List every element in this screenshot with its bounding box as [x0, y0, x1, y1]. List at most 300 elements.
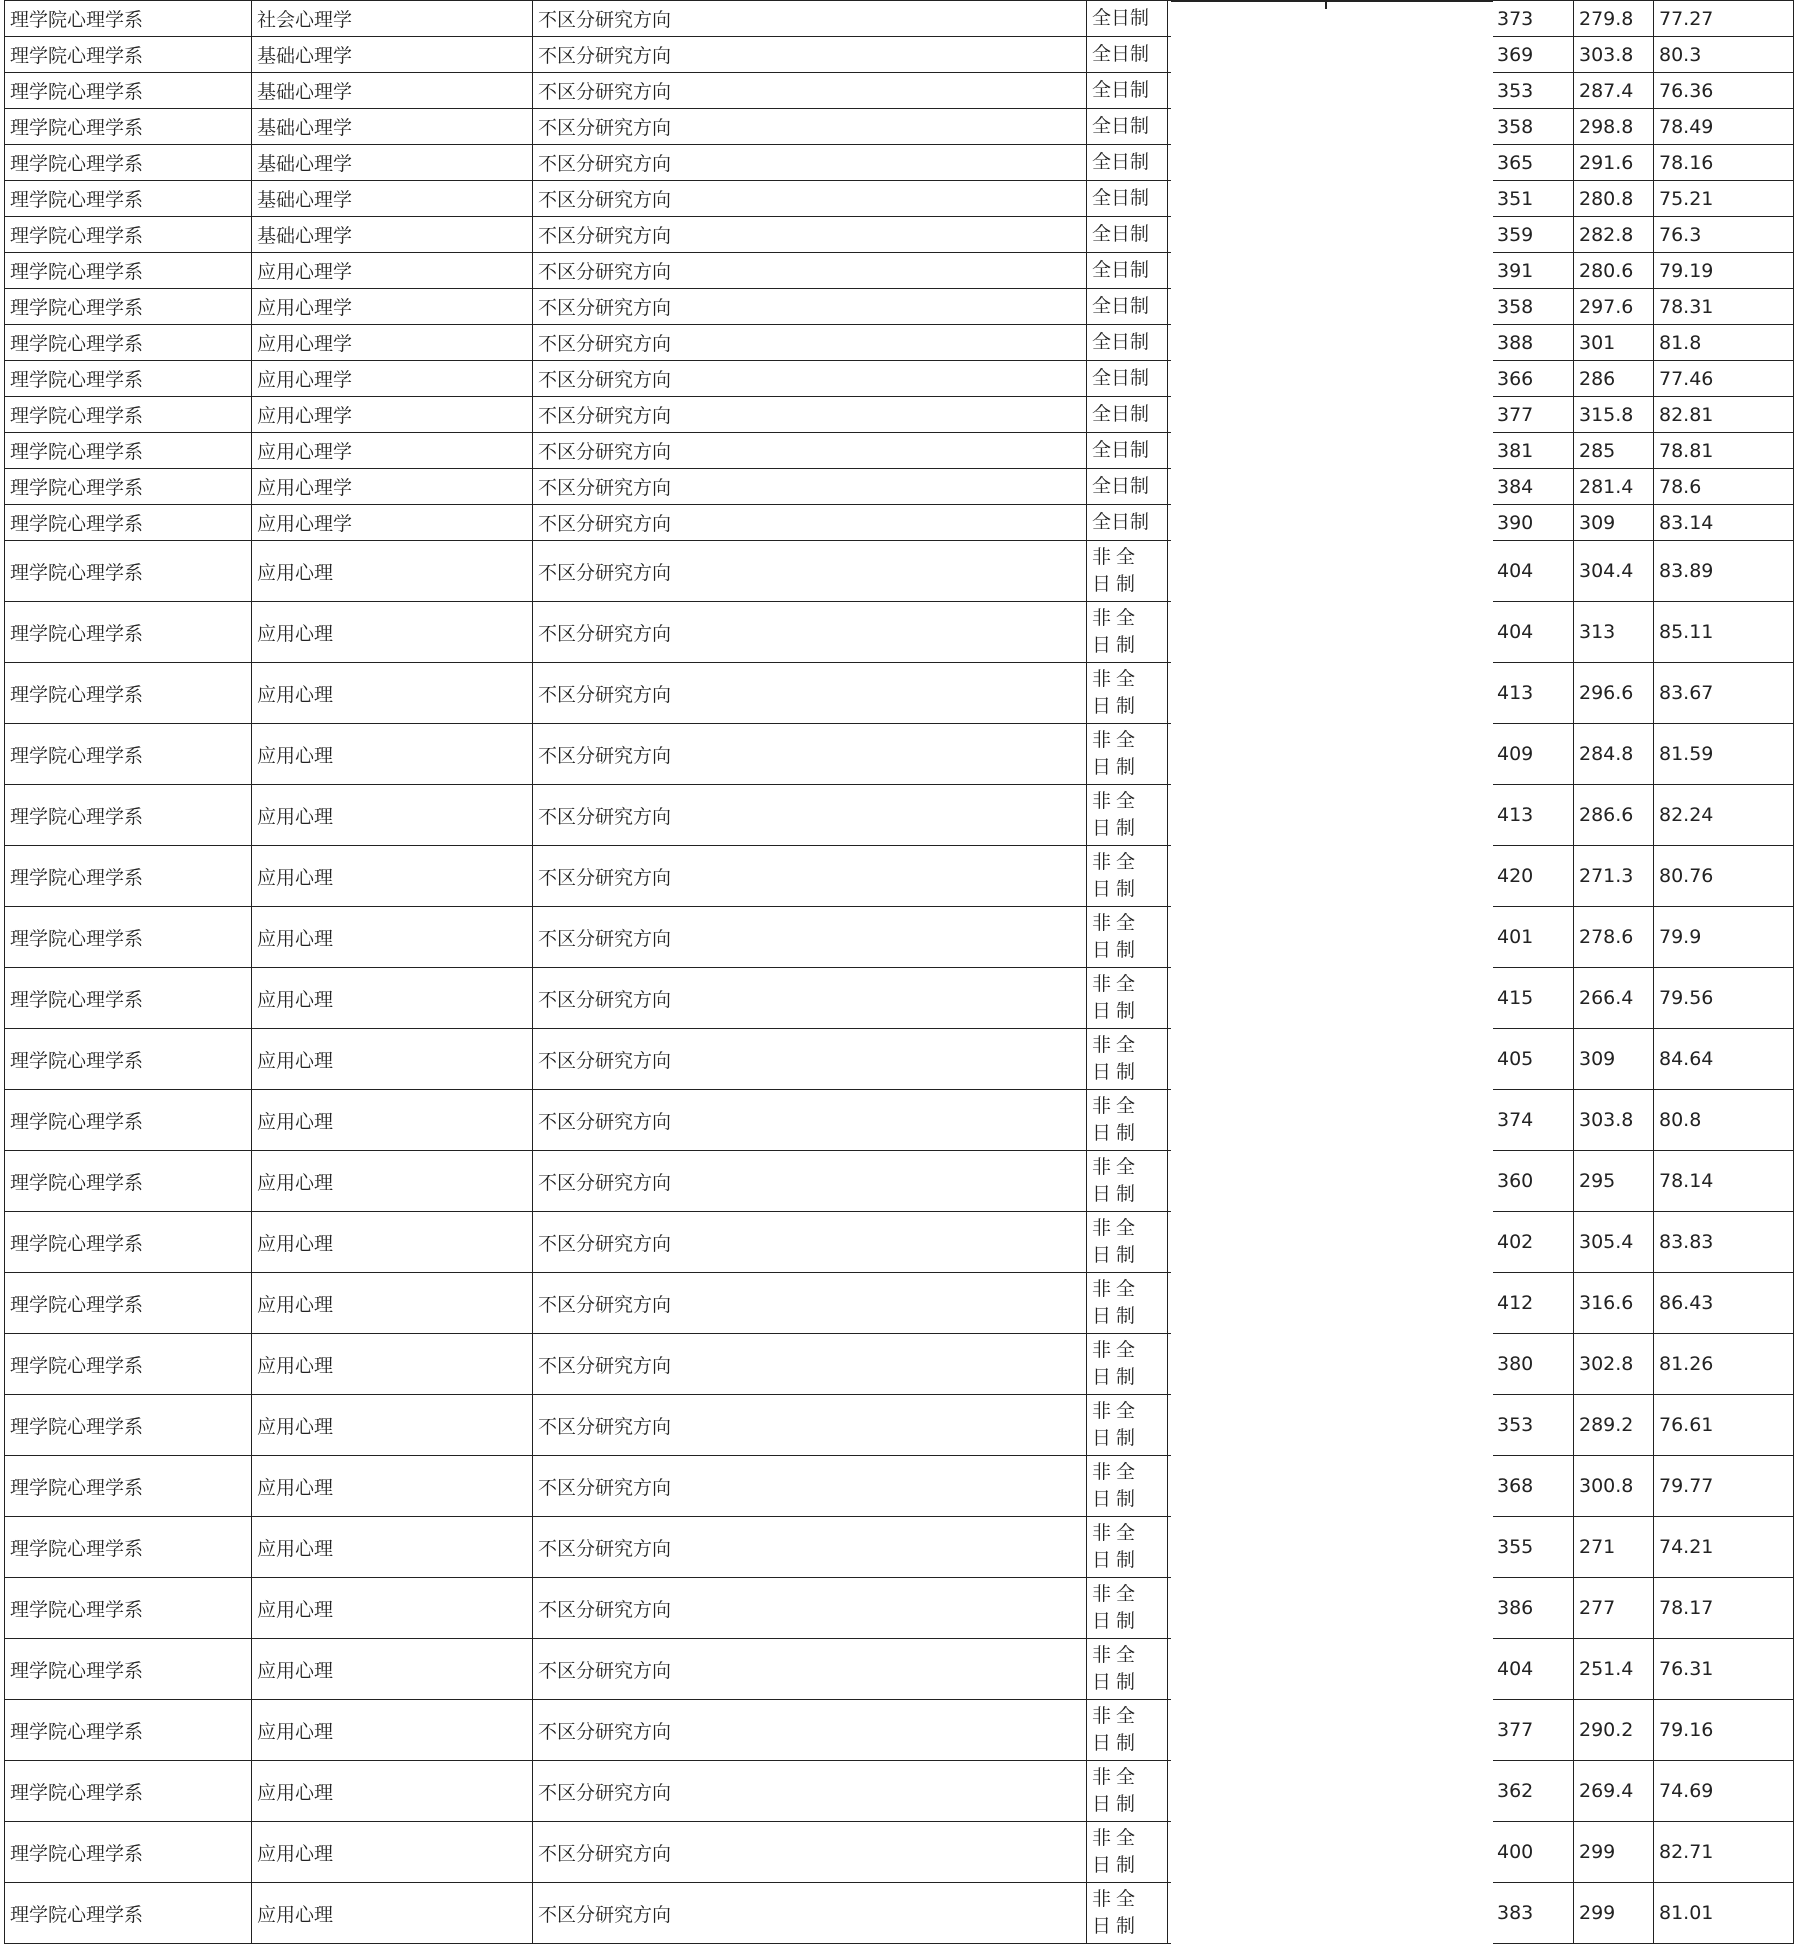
cell-final-score: 76.31 — [1654, 1639, 1794, 1700]
cell-initial-score: 298.8 — [1574, 109, 1654, 145]
cell-department: 理学院心理学系 — [5, 785, 252, 846]
table-body — [5, 1, 1794, 1944]
cell-major: 应用心理 — [252, 1212, 533, 1273]
cell-department: 理学院心理学系 — [5, 469, 252, 505]
cell-final-score: 80.3 — [1654, 37, 1794, 73]
cell-major: 基础心理学 — [252, 109, 533, 145]
cell-total-score: 413 — [1492, 663, 1574, 724]
cell-major: 应用心理 — [252, 968, 533, 1029]
cell-direction: 不区分研究方向 — [533, 1090, 1087, 1151]
cell-final-score: 81.59 — [1654, 724, 1794, 785]
cell-major: 应用心理 — [252, 1639, 533, 1700]
cell-major: 基础心理学 — [252, 145, 533, 181]
cell-initial-score: 269.4 — [1574, 1761, 1654, 1822]
cell-final-score: 80.8 — [1654, 1090, 1794, 1151]
cell-direction: 不区分研究方向 — [533, 1822, 1087, 1883]
cell-major: 应用心理 — [252, 1090, 533, 1151]
cell-final-score: 83.14 — [1654, 505, 1794, 541]
cell-direction: 不区分研究方向 — [533, 968, 1087, 1029]
cell-final-score: 74.21 — [1654, 1517, 1794, 1578]
cell-total-score: 412 — [1492, 1273, 1574, 1334]
cell-direction: 不区分研究方向 — [533, 1700, 1087, 1761]
cell-final-score: 78.49 — [1654, 109, 1794, 145]
cell-study-mode: 全日制 — [1087, 145, 1168, 181]
cell-study-mode: 全日制 — [1087, 469, 1168, 505]
cell-major: 应用心理 — [252, 1151, 533, 1212]
cell-department: 理学院心理学系 — [5, 724, 252, 785]
cell-department: 理学院心理学系 — [5, 1212, 252, 1273]
cell-department: 理学院心理学系 — [5, 663, 252, 724]
cell-initial-score: 305.4 — [1574, 1212, 1654, 1273]
cell-major: 应用心理 — [252, 1273, 533, 1334]
cell-total-score: 400 — [1492, 1822, 1574, 1883]
cell-total-score: 358 — [1492, 289, 1574, 325]
cell-department: 理学院心理学系 — [5, 1883, 252, 1944]
cell-major: 基础心理学 — [252, 73, 533, 109]
cell-direction: 不区分研究方向 — [533, 846, 1087, 907]
cell-total-score: 409 — [1492, 724, 1574, 785]
cell-final-score: 78.14 — [1654, 1151, 1794, 1212]
cell-final-score: 82.71 — [1654, 1822, 1794, 1883]
table-row — [5, 253, 1794, 289]
cell-major: 应用心理学 — [252, 325, 533, 361]
cell-direction: 不区分研究方向 — [533, 1456, 1087, 1517]
cell-study-mode: 非全日制 — [1087, 1456, 1168, 1517]
cell-major: 应用心理学 — [252, 253, 533, 289]
cell-department: 理学院心理学系 — [5, 1761, 252, 1822]
cell-initial-score: 281.4 — [1574, 469, 1654, 505]
cell-major: 应用心理 — [252, 1700, 533, 1761]
cell-study-mode: 全日制 — [1087, 433, 1168, 469]
cell-initial-score: 279.8 — [1574, 1, 1654, 37]
cell-total-score: 386 — [1492, 1578, 1574, 1639]
cell-direction: 不区分研究方向 — [533, 325, 1087, 361]
cell-final-score: 78.31 — [1654, 289, 1794, 325]
table-row — [5, 1883, 1794, 1944]
cell-final-score: 81.01 — [1654, 1883, 1794, 1944]
cell-total-score: 380 — [1492, 1334, 1574, 1395]
cell-major: 应用心理学 — [252, 361, 533, 397]
cell-study-mode: 非全日制 — [1087, 907, 1168, 968]
cell-department: 理学院心理学系 — [5, 602, 252, 663]
cell-final-score: 80.76 — [1654, 846, 1794, 907]
table-row — [5, 1395, 1794, 1456]
cell-final-score: 83.89 — [1654, 541, 1794, 602]
cell-initial-score: 297.6 — [1574, 289, 1654, 325]
cell-final-score: 79.19 — [1654, 253, 1794, 289]
cell-direction: 不区分研究方向 — [533, 1883, 1087, 1944]
cell-initial-score: 271 — [1574, 1517, 1654, 1578]
table-row — [5, 505, 1794, 541]
table-row — [5, 217, 1794, 253]
cell-major: 应用心理学 — [252, 289, 533, 325]
cell-major: 基础心理学 — [252, 37, 533, 73]
cell-direction: 不区分研究方向 — [533, 397, 1087, 433]
cell-total-score: 391 — [1492, 253, 1574, 289]
table-row — [5, 397, 1794, 433]
table-row — [5, 109, 1794, 145]
table-row — [5, 541, 1794, 602]
table-row — [5, 846, 1794, 907]
cell-initial-score: 286 — [1574, 361, 1654, 397]
cell-initial-score: 287.4 — [1574, 73, 1654, 109]
cell-initial-score: 304.4 — [1574, 541, 1654, 602]
cell-total-score: 404 — [1492, 602, 1574, 663]
cell-total-score: 384 — [1492, 469, 1574, 505]
cell-study-mode: 全日制 — [1087, 253, 1168, 289]
cell-final-score: 75.21 — [1654, 181, 1794, 217]
table-row — [5, 785, 1794, 846]
cell-study-mode: 非全日制 — [1087, 1639, 1168, 1700]
cell-direction: 不区分研究方向 — [533, 1578, 1087, 1639]
cell-direction: 不区分研究方向 — [533, 1334, 1087, 1395]
table-row — [5, 1639, 1794, 1700]
table-row — [5, 181, 1794, 217]
cell-major: 社会心理学 — [252, 1, 533, 37]
cell-final-score: 81.26 — [1654, 1334, 1794, 1395]
cell-major: 应用心理 — [252, 663, 533, 724]
cell-department: 理学院心理学系 — [5, 253, 252, 289]
cell-initial-score: 303.8 — [1574, 37, 1654, 73]
cell-final-score: 76.61 — [1654, 1395, 1794, 1456]
table-row — [5, 1273, 1794, 1334]
cell-direction: 不区分研究方向 — [533, 1212, 1087, 1273]
cell-total-score: 404 — [1492, 541, 1574, 602]
cell-department: 理学院心理学系 — [5, 217, 252, 253]
cell-total-score: 420 — [1492, 846, 1574, 907]
cell-study-mode: 非全日制 — [1087, 1029, 1168, 1090]
cell-total-score: 383 — [1492, 1883, 1574, 1944]
cell-study-mode: 非全日制 — [1087, 1578, 1168, 1639]
cell-total-score: 373 — [1492, 1, 1574, 37]
cell-total-score: 374 — [1492, 1090, 1574, 1151]
cell-direction: 不区分研究方向 — [533, 1273, 1087, 1334]
cell-department: 理学院心理学系 — [5, 145, 252, 181]
cell-study-mode: 全日制 — [1087, 289, 1168, 325]
cell-final-score: 79.77 — [1654, 1456, 1794, 1517]
cell-initial-score: 309 — [1574, 1029, 1654, 1090]
table-row — [5, 968, 1794, 1029]
cell-department: 理学院心理学系 — [5, 109, 252, 145]
cell-department: 理学院心理学系 — [5, 505, 252, 541]
cell-final-score: 77.46 — [1654, 361, 1794, 397]
cell-department: 理学院心理学系 — [5, 907, 252, 968]
cell-study-mode: 非全日制 — [1087, 602, 1168, 663]
cell-initial-score: 309 — [1574, 505, 1654, 541]
cell-final-score: 76.36 — [1654, 73, 1794, 109]
cell-major: 应用心理 — [252, 1334, 533, 1395]
cell-initial-score: 303.8 — [1574, 1090, 1654, 1151]
cell-direction: 不区分研究方向 — [533, 785, 1087, 846]
redaction-mask — [1171, 0, 1493, 1946]
cell-final-score: 82.81 — [1654, 397, 1794, 433]
cell-study-mode: 非全日制 — [1087, 1151, 1168, 1212]
score-table — [4, 0, 1794, 1944]
cell-study-mode: 非全日制 — [1087, 1761, 1168, 1822]
cell-direction: 不区分研究方向 — [533, 1151, 1087, 1212]
cell-major: 应用心理 — [252, 785, 533, 846]
table-row — [5, 1212, 1794, 1273]
cell-final-score: 83.83 — [1654, 1212, 1794, 1273]
cell-final-score: 79.16 — [1654, 1700, 1794, 1761]
cell-initial-score: 289.2 — [1574, 1395, 1654, 1456]
cell-direction: 不区分研究方向 — [533, 253, 1087, 289]
cell-study-mode: 非全日制 — [1087, 724, 1168, 785]
cell-major: 应用心理 — [252, 1029, 533, 1090]
cell-initial-score: 271.3 — [1574, 846, 1654, 907]
cell-direction: 不区分研究方向 — [533, 541, 1087, 602]
table-row — [5, 1761, 1794, 1822]
table-row — [5, 724, 1794, 785]
cell-study-mode: 全日制 — [1087, 217, 1168, 253]
cell-study-mode: 非全日制 — [1087, 1090, 1168, 1151]
cell-direction: 不区分研究方向 — [533, 433, 1087, 469]
cell-department: 理学院心理学系 — [5, 541, 252, 602]
redaction-top-line — [1171, 0, 1493, 2]
table-row — [5, 1456, 1794, 1517]
cell-total-score: 368 — [1492, 1456, 1574, 1517]
cell-major: 应用心理 — [252, 1822, 533, 1883]
cell-department: 理学院心理学系 — [5, 1273, 252, 1334]
cell-initial-score: 291.6 — [1574, 145, 1654, 181]
cell-initial-score: 302.8 — [1574, 1334, 1654, 1395]
cell-department: 理学院心理学系 — [5, 1, 252, 37]
cell-direction: 不区分研究方向 — [533, 1029, 1087, 1090]
cell-study-mode: 非全日制 — [1087, 846, 1168, 907]
cell-initial-score: 278.6 — [1574, 907, 1654, 968]
cell-study-mode: 全日制 — [1087, 109, 1168, 145]
table-row — [5, 1029, 1794, 1090]
cell-total-score: 351 — [1492, 181, 1574, 217]
cell-direction: 不区分研究方向 — [533, 663, 1087, 724]
cell-department: 理学院心理学系 — [5, 1700, 252, 1761]
cell-total-score: 388 — [1492, 325, 1574, 361]
table-row — [5, 663, 1794, 724]
cell-direction: 不区分研究方向 — [533, 145, 1087, 181]
cell-direction: 不区分研究方向 — [533, 1395, 1087, 1456]
cell-total-score: 377 — [1492, 1700, 1574, 1761]
cell-major: 应用心理学 — [252, 505, 533, 541]
cell-major: 应用心理 — [252, 1517, 533, 1578]
table-row — [5, 907, 1794, 968]
cell-department: 理学院心理学系 — [5, 1151, 252, 1212]
cell-major: 应用心理 — [252, 1578, 533, 1639]
cell-total-score: 413 — [1492, 785, 1574, 846]
cell-study-mode: 非全日制 — [1087, 663, 1168, 724]
cell-direction: 不区分研究方向 — [533, 1761, 1087, 1822]
cell-total-score: 362 — [1492, 1761, 1574, 1822]
table-row — [5, 1578, 1794, 1639]
cell-department: 理学院心理学系 — [5, 361, 252, 397]
table-row — [5, 1334, 1794, 1395]
table-row — [5, 469, 1794, 505]
cell-initial-score: 284.8 — [1574, 724, 1654, 785]
table-row — [5, 1090, 1794, 1151]
cell-major: 应用心理 — [252, 724, 533, 785]
cell-study-mode: 非全日制 — [1087, 541, 1168, 602]
table-row — [5, 37, 1794, 73]
cell-study-mode: 非全日制 — [1087, 1517, 1168, 1578]
cell-study-mode: 全日制 — [1087, 505, 1168, 541]
cell-direction: 不区分研究方向 — [533, 602, 1087, 663]
cell-study-mode: 非全日制 — [1087, 1883, 1168, 1944]
cell-total-score: 381 — [1492, 433, 1574, 469]
cell-study-mode: 全日制 — [1087, 181, 1168, 217]
table-row — [5, 361, 1794, 397]
cell-final-score: 76.3 — [1654, 217, 1794, 253]
table-row — [5, 602, 1794, 663]
cell-total-score: 401 — [1492, 907, 1574, 968]
table-row — [5, 1517, 1794, 1578]
cell-total-score: 415 — [1492, 968, 1574, 1029]
cell-final-score: 78.16 — [1654, 145, 1794, 181]
cell-major: 基础心理学 — [252, 217, 533, 253]
cell-direction: 不区分研究方向 — [533, 724, 1087, 785]
cell-final-score: 78.6 — [1654, 469, 1794, 505]
cell-direction: 不区分研究方向 — [533, 1639, 1087, 1700]
cell-direction: 不区分研究方向 — [533, 37, 1087, 73]
cell-initial-score: 315.8 — [1574, 397, 1654, 433]
cell-department: 理学院心理学系 — [5, 1090, 252, 1151]
table-row — [5, 1700, 1794, 1761]
cell-department: 理学院心理学系 — [5, 1395, 252, 1456]
cell-initial-score: 300.8 — [1574, 1456, 1654, 1517]
cell-final-score: 77.27 — [1654, 1, 1794, 37]
cell-direction: 不区分研究方向 — [533, 109, 1087, 145]
cell-department: 理学院心理学系 — [5, 1517, 252, 1578]
cell-initial-score: 280.6 — [1574, 253, 1654, 289]
cell-final-score: 79.9 — [1654, 907, 1794, 968]
cell-department: 理学院心理学系 — [5, 289, 252, 325]
table-row — [5, 433, 1794, 469]
cell-department: 理学院心理学系 — [5, 433, 252, 469]
cell-study-mode: 全日制 — [1087, 397, 1168, 433]
cell-total-score: 353 — [1492, 1395, 1574, 1456]
cell-final-score: 86.43 — [1654, 1273, 1794, 1334]
cell-final-score: 84.64 — [1654, 1029, 1794, 1090]
cell-department: 理学院心理学系 — [5, 846, 252, 907]
cell-direction: 不区分研究方向 — [533, 289, 1087, 325]
cell-study-mode: 非全日制 — [1087, 785, 1168, 846]
cell-final-score: 81.8 — [1654, 325, 1794, 361]
cell-study-mode: 全日制 — [1087, 37, 1168, 73]
table-row — [5, 1, 1794, 37]
cell-total-score: 365 — [1492, 145, 1574, 181]
cell-total-score: 359 — [1492, 217, 1574, 253]
cell-final-score: 85.11 — [1654, 602, 1794, 663]
cell-initial-score: 282.8 — [1574, 217, 1654, 253]
cell-total-score: 358 — [1492, 109, 1574, 145]
cell-total-score: 369 — [1492, 37, 1574, 73]
cell-initial-score: 295 — [1574, 1151, 1654, 1212]
cell-direction: 不区分研究方向 — [533, 1517, 1087, 1578]
cell-total-score: 355 — [1492, 1517, 1574, 1578]
cell-total-score: 402 — [1492, 1212, 1574, 1273]
cell-total-score: 377 — [1492, 397, 1574, 433]
cell-major: 应用心理 — [252, 1395, 533, 1456]
cell-direction: 不区分研究方向 — [533, 361, 1087, 397]
cell-study-mode: 非全日制 — [1087, 968, 1168, 1029]
cell-major: 应用心理 — [252, 846, 533, 907]
cell-initial-score: 316.6 — [1574, 1273, 1654, 1334]
cell-total-score: 390 — [1492, 505, 1574, 541]
cell-final-score: 79.56 — [1654, 968, 1794, 1029]
cell-initial-score: 299 — [1574, 1883, 1654, 1944]
cell-direction: 不区分研究方向 — [533, 505, 1087, 541]
cell-department: 理学院心理学系 — [5, 1578, 252, 1639]
table-row — [5, 145, 1794, 181]
cell-department: 理学院心理学系 — [5, 73, 252, 109]
cell-major: 应用心理 — [252, 907, 533, 968]
cell-initial-score: 296.6 — [1574, 663, 1654, 724]
cell-total-score: 404 — [1492, 1639, 1574, 1700]
cell-study-mode: 非全日制 — [1087, 1700, 1168, 1761]
cell-initial-score: 313 — [1574, 602, 1654, 663]
cell-total-score: 405 — [1492, 1029, 1574, 1090]
cell-initial-score: 299 — [1574, 1822, 1654, 1883]
cell-department: 理学院心理学系 — [5, 181, 252, 217]
cell-direction: 不区分研究方向 — [533, 217, 1087, 253]
cell-total-score: 360 — [1492, 1151, 1574, 1212]
table-row — [5, 73, 1794, 109]
cell-initial-score: 290.2 — [1574, 1700, 1654, 1761]
cell-study-mode: 全日制 — [1087, 325, 1168, 361]
cell-initial-score: 286.6 — [1574, 785, 1654, 846]
cell-final-score: 78.17 — [1654, 1578, 1794, 1639]
cell-direction: 不区分研究方向 — [533, 181, 1087, 217]
cell-direction: 不区分研究方向 — [533, 469, 1087, 505]
cell-major: 应用心理学 — [252, 469, 533, 505]
cell-study-mode: 全日制 — [1087, 1, 1168, 37]
cell-department: 理学院心理学系 — [5, 1029, 252, 1090]
cell-final-score: 83.67 — [1654, 663, 1794, 724]
cell-major: 应用心理 — [252, 541, 533, 602]
cell-major: 应用心理 — [252, 1883, 533, 1944]
cell-study-mode: 非全日制 — [1087, 1822, 1168, 1883]
cell-final-score: 82.24 — [1654, 785, 1794, 846]
cell-major: 应用心理学 — [252, 433, 533, 469]
cell-department: 理学院心理学系 — [5, 1639, 252, 1700]
cell-initial-score: 301 — [1574, 325, 1654, 361]
cell-total-score: 366 — [1492, 361, 1574, 397]
cell-study-mode: 非全日制 — [1087, 1334, 1168, 1395]
cell-department: 理学院心理学系 — [5, 1456, 252, 1517]
cell-study-mode: 全日制 — [1087, 361, 1168, 397]
cell-initial-score: 251.4 — [1574, 1639, 1654, 1700]
cell-initial-score: 285 — [1574, 433, 1654, 469]
cell-department: 理学院心理学系 — [5, 37, 252, 73]
cell-total-score: 353 — [1492, 73, 1574, 109]
cell-major: 基础心理学 — [252, 181, 533, 217]
cell-major: 应用心理学 — [252, 397, 533, 433]
cell-study-mode: 非全日制 — [1087, 1395, 1168, 1456]
cell-initial-score: 277 — [1574, 1578, 1654, 1639]
table-row — [5, 325, 1794, 361]
cell-department: 理学院心理学系 — [5, 1334, 252, 1395]
cell-initial-score: 280.8 — [1574, 181, 1654, 217]
column-tick — [1325, 0, 1327, 9]
cell-major: 应用心理 — [252, 1456, 533, 1517]
cell-major: 应用心理 — [252, 1761, 533, 1822]
cell-study-mode: 非全日制 — [1087, 1212, 1168, 1273]
cell-study-mode: 全日制 — [1087, 73, 1168, 109]
table-row — [5, 289, 1794, 325]
cell-department: 理学院心理学系 — [5, 1822, 252, 1883]
cell-department: 理学院心理学系 — [5, 968, 252, 1029]
cell-department: 理学院心理学系 — [5, 325, 252, 361]
table-row — [5, 1822, 1794, 1883]
cell-initial-score: 266.4 — [1574, 968, 1654, 1029]
